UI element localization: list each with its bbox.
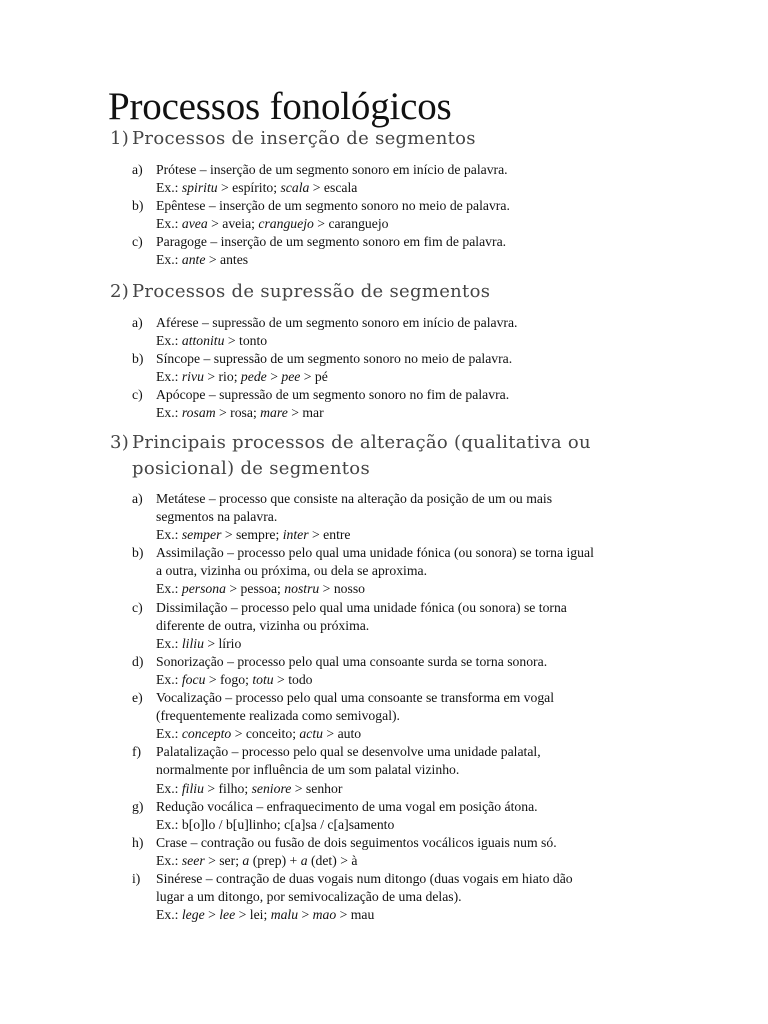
list-item-letter: a) <box>132 491 143 506</box>
list-item-body <box>156 743 672 797</box>
example-etymon: lege <box>181 907 205 923</box>
example-line <box>156 780 672 798</box>
example-text: > filho; <box>203 780 252 796</box>
example-line <box>156 179 672 197</box>
example-text: Ex.: <box>156 635 182 651</box>
list-item <box>132 233 672 269</box>
example-text: > <box>298 907 313 923</box>
definition-line: Dissimilação – processo pelo qual uma unidade fónica (ou sonora) se torna <box>156 599 567 615</box>
example-line <box>156 852 672 870</box>
list-item-body <box>156 798 672 834</box>
list-item-letter: b) <box>132 351 144 367</box>
example-etymon: nostru <box>284 581 320 597</box>
example-line <box>156 906 672 924</box>
example-etymon: spiritu <box>181 180 218 196</box>
section-3-list <box>132 490 672 924</box>
definition-line: a outra, vizinha ou próxima, ou dela se aproxima. <box>156 563 428 579</box>
example-text: > sempre; <box>221 527 283 543</box>
definition-line: Aférese – supressão de um segmento sonoro em início de palavra. <box>156 315 518 330</box>
list-item <box>132 743 672 797</box>
example-etymon: semper <box>181 527 222 543</box>
section-title: Processos de inserção de segmentos <box>132 128 476 149</box>
definition-line: normalmente por influência de um som palatal vizinho. <box>156 762 460 778</box>
definition-line: Prótese – inserção de um segmento sonoro em início de palavra. <box>156 162 508 177</box>
example-etymon: persona <box>181 581 226 597</box>
example-text: > senhor <box>291 780 343 796</box>
example-text: > conceito; <box>231 726 300 742</box>
example-text: > escala <box>309 180 358 196</box>
example-etymon: malu <box>270 907 299 923</box>
definition-line: segmentos na palavra. <box>156 509 278 525</box>
section-number: 3) <box>110 432 130 453</box>
section-2-list <box>132 314 672 423</box>
example-text: Ex.: <box>156 726 182 742</box>
list-item <box>132 350 672 386</box>
example-etymon: seer <box>181 852 205 868</box>
example-text: Ex.: <box>156 252 182 268</box>
definition-line: Apócope – supressão de um segmento sonoro no fim de palavra. <box>156 387 510 403</box>
example-etymon: totu <box>252 671 274 687</box>
example-text: Ex.: <box>156 671 182 687</box>
example-etymon: concepto <box>181 726 232 742</box>
example-etymon: mao <box>312 907 337 923</box>
list-item <box>132 314 672 350</box>
example-line <box>156 368 672 386</box>
example-text: Ex.: <box>156 405 182 421</box>
list-item-body <box>156 834 672 870</box>
example-text: > caranguejo <box>313 216 389 232</box>
list-item-letter: i) <box>132 870 141 886</box>
example-etymon: cranguejo <box>258 216 314 232</box>
example-line <box>156 816 672 834</box>
list-item <box>132 544 672 598</box>
list-item-letter: a) <box>132 315 143 330</box>
example-etymon: focu <box>181 671 206 687</box>
list-item-body <box>156 599 672 653</box>
section-1-list <box>132 161 672 270</box>
definition-line: Síncope – supressão de um segmento sonoro no meio de palavra. <box>156 351 513 367</box>
list-item-letter: h) <box>132 834 144 850</box>
example-etymon: a <box>300 852 308 868</box>
example-text: > espírito; <box>217 180 281 196</box>
example-text: > <box>266 369 282 385</box>
example-text: > <box>204 907 220 923</box>
example-etymon: inter <box>282 527 309 543</box>
list-item <box>132 197 672 233</box>
list-item <box>132 599 672 653</box>
list-item-letter: c) <box>132 234 143 250</box>
list-item <box>132 834 672 870</box>
example-etymon: pede <box>240 369 267 385</box>
list-item <box>132 870 672 924</box>
example-text: > pé <box>300 369 328 385</box>
example-text: Ex.: <box>156 527 182 543</box>
example-text: Ex.: <box>156 369 182 385</box>
section-title: Processos de supressão de segmentos <box>132 281 491 302</box>
list-item-body <box>156 197 672 233</box>
list-item <box>132 798 672 834</box>
list-item-letter: b) <box>132 198 144 214</box>
example-line <box>156 404 672 422</box>
example-text: (det) > à <box>307 852 358 868</box>
section-heading-2 <box>110 279 670 305</box>
definition-line: Sonorização – processo pelo qual uma consoante surda se torna sonora. <box>156 653 548 669</box>
example-text: > tonto <box>224 333 268 349</box>
example-line <box>156 526 672 544</box>
example-line <box>156 725 672 743</box>
list-item-body <box>156 653 672 689</box>
definition-line: Vocalização – processo pelo qual uma consoante se transforma em vogal <box>156 690 555 706</box>
definition-line: diferente de outra, vizinha ou próxima. <box>156 617 370 633</box>
example-text: Ex.: <box>156 216 182 232</box>
example-text: > antes <box>205 252 249 268</box>
list-item-letter: f) <box>132 744 142 760</box>
list-item-body <box>156 233 672 269</box>
example-etymon: seniore <box>251 780 292 796</box>
list-item-body <box>156 870 672 924</box>
example-text: Ex.: <box>156 581 182 597</box>
example-text: Ex.: <box>156 180 182 196</box>
section-number: 2) <box>110 281 130 302</box>
example-etymon: mare <box>260 405 288 421</box>
example-etymon: filiu <box>181 780 204 796</box>
list-item-letter: g) <box>132 798 144 814</box>
example-etymon: liliu <box>181 635 204 651</box>
example-line <box>156 251 672 269</box>
list-item-body <box>156 490 672 544</box>
section-title: Principais processos de alteração (qualitativa ou <box>132 432 591 453</box>
example-etymon: actu <box>299 726 323 742</box>
list-item <box>132 386 672 422</box>
list-item-letter: c) <box>132 387 143 403</box>
example-line <box>156 671 672 689</box>
example-text: > pessoa; <box>225 581 285 597</box>
example-line <box>156 580 672 598</box>
list-item <box>132 653 672 689</box>
example-etymon: lee <box>219 907 236 923</box>
example-text: Ex.: <box>156 907 182 923</box>
definition-line: (frequentemente realizada como semivogal). <box>156 708 400 724</box>
definition-line: Palatalização – processo pelo qual se desenvolve uma unidade palatal, <box>156 744 541 760</box>
example-text: > mar <box>287 405 324 421</box>
list-item-body <box>156 689 672 743</box>
example-etymon: pee <box>281 369 301 385</box>
example-line <box>156 332 672 350</box>
list-item-letter: d) <box>132 653 144 669</box>
example-text: > auto <box>323 726 362 742</box>
page-title: Processos fonológicos <box>108 85 452 128</box>
list-item-body <box>156 350 672 386</box>
definition-line: Metátese – processo que consiste na alteração da posição de um ou mais <box>156 491 553 506</box>
example-text: > rio; <box>203 369 241 385</box>
list-item-letter: e) <box>132 690 143 706</box>
example-text: > rosa; <box>215 405 261 421</box>
list-item <box>132 161 672 197</box>
section-title-continued: posicional) de segmentos <box>132 458 370 479</box>
section-heading-1 <box>110 126 670 152</box>
definition-line: Crase – contração ou fusão de dois seguimentos vocálicos iguais num só. <box>156 834 557 850</box>
example-text: Ex.: <box>156 333 182 349</box>
example-etymon: avea <box>181 216 208 232</box>
definition-line: Assimilação – processo pelo qual uma unidade fónica (ou sonora) se torna igual <box>156 545 594 561</box>
example-etymon: attonitu <box>181 333 225 349</box>
example-etymon: rivu <box>181 369 204 385</box>
list-item-letter: c) <box>132 599 143 615</box>
example-etymon: ante <box>181 252 206 268</box>
example-text: Ex.: <box>156 780 182 796</box>
example-line <box>156 635 672 653</box>
definition-line: Epêntese – inserção de um segmento sonoro no meio de palavra. <box>156 198 510 214</box>
example-text: > aveia; <box>207 216 259 232</box>
example-text: Ex.: <box>156 852 182 868</box>
example-text: > entre <box>308 527 351 543</box>
definition-line: Redução vocálica – enfraquecimento de uma vogal em posição átona. <box>156 798 538 814</box>
example-text: > todo <box>273 671 313 687</box>
example-text: > lei; <box>235 907 271 923</box>
list-item-body <box>156 314 672 350</box>
example-text: (prep) + <box>249 852 301 868</box>
example-text: > mau <box>336 907 375 923</box>
section-number: 1) <box>110 128 130 149</box>
list-item-body <box>156 544 672 598</box>
example-text: > fogo; <box>205 671 253 687</box>
section-heading-3 <box>110 430 670 482</box>
example-text: > nosso <box>319 581 365 597</box>
list-item-letter: b) <box>132 545 144 561</box>
definition-line: lugar a um ditongo, por semivocalização de uma delas). <box>156 889 462 905</box>
example-text: > ser; <box>204 852 243 868</box>
example-text: Ex.: b[o]lo / b[u]linho; c[a]sa / c[a]samento <box>156 816 395 832</box>
example-etymon: a <box>242 852 250 868</box>
example-etymon: scala <box>280 180 310 196</box>
list-item <box>132 689 672 743</box>
example-text: > lírio <box>203 635 242 651</box>
example-line <box>156 215 672 233</box>
definition-line: Paragoge – inserção de um segmento sonoro em fim de palavra. <box>156 234 507 250</box>
definition-line: Sinérese – contração de duas vogais num ditongo (duas vogais em hiato dão <box>156 870 573 886</box>
example-etymon: rosam <box>181 405 216 421</box>
list-item-letter: a) <box>132 162 143 177</box>
list-item <box>132 490 672 544</box>
list-item-body <box>156 386 672 422</box>
list-item-body <box>156 161 672 197</box>
